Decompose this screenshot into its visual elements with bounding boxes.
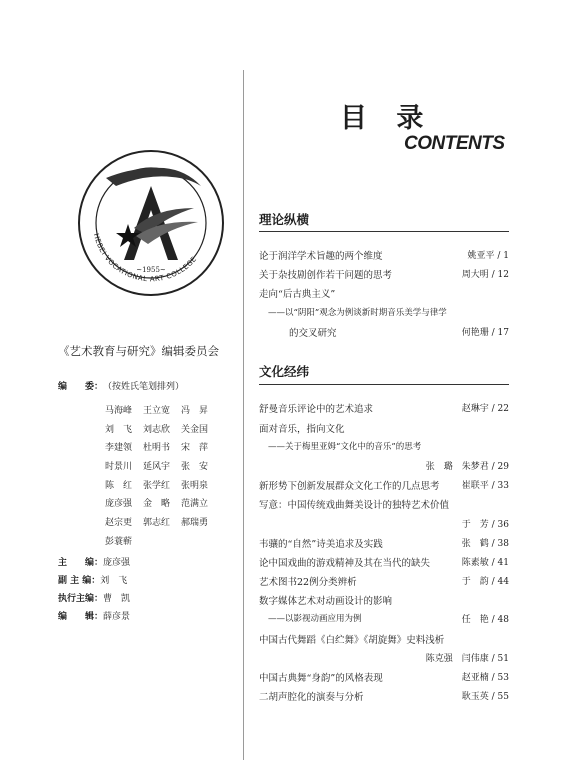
- toc-entry[interactable]: [259, 478, 509, 492]
- section-heading: 理论纵横: [259, 212, 310, 227]
- role-deputy-editor: [58, 573, 127, 586]
- entry-title: 中国古典舞“身韵”的风格表现: [259, 673, 383, 684]
- member-name: 张 安: [181, 461, 209, 472]
- entry-title: 走向“后古典主义”: [259, 289, 336, 300]
- role-value: 曹 凯: [103, 594, 131, 604]
- members-row: [105, 456, 245, 475]
- role-value: 薛彦景: [103, 612, 131, 622]
- toc-entry[interactable]: [259, 593, 509, 607]
- role-value: 刘 飞: [100, 576, 128, 586]
- toc-entry[interactable]: [259, 689, 509, 703]
- entry-author: 周大明 / 12: [461, 270, 509, 280]
- entry-author: 赵亚楠 / 53: [461, 673, 509, 683]
- members-row: [105, 475, 245, 494]
- toc-entry[interactable]: [259, 401, 509, 415]
- entry-title: 数字媒体艺术对动画设计的影响: [259, 596, 393, 607]
- entry-author: 崔联平 / 33: [461, 481, 509, 491]
- member-name: 杜明书: [143, 443, 171, 454]
- entry-title: 关于杂技剧创作若干问题的思考: [259, 270, 393, 281]
- section-heading: 文化经纬: [259, 364, 310, 379]
- entry-title: 艺术图书22例分类辨析: [259, 577, 357, 588]
- entry-title: 新形势下创新发展群众文化工作的几点思考: [259, 481, 440, 492]
- members-row: [105, 400, 245, 419]
- college-logo-icon: [76, 148, 226, 298]
- role-editor-in-chief: [58, 555, 130, 568]
- members-list: [105, 400, 245, 550]
- member-name: 宋 萍: [181, 443, 209, 454]
- member-name: 陈 红: [105, 480, 133, 491]
- logo-arc-text: HEBEI VOCATIONAL ART COLLEGE: [91, 232, 199, 284]
- member-name: 关金国: [181, 424, 209, 435]
- entry-author: 张 璐 朱梦君 / 29: [425, 462, 509, 472]
- entry-title: 舒曼音乐评论中的艺术追求: [259, 404, 374, 415]
- role-label: 副 主 编：: [58, 576, 101, 586]
- entry-title: 论中国戏曲的游戏精神及其在当代的缺失: [259, 558, 431, 569]
- member-name: 郝瑞勇: [181, 517, 209, 528]
- members-row: [105, 493, 245, 512]
- toc-entry[interactable]: [259, 325, 509, 339]
- members-label: 编 委：: [58, 382, 104, 392]
- entry-title: 中国古代舞蹈《白纻舞》《胡旋舞》史料浅析: [259, 635, 445, 646]
- toc-entry[interactable]: [259, 286, 509, 300]
- role-value: 庞彦强: [103, 558, 131, 568]
- entry-author: 于 韵 / 44: [461, 577, 509, 587]
- entry-author: 陈素敏 / 41: [461, 558, 509, 568]
- member-name: 张明泉: [181, 480, 209, 491]
- member-name: 范满立: [181, 499, 209, 510]
- member-name: 庞彦强: [105, 499, 133, 510]
- section-rule: [259, 384, 509, 385]
- member-name: 马海峰: [105, 405, 133, 416]
- entry-title: 韦骧的“自然”诗美追求及实践: [259, 539, 383, 550]
- toc-entry[interactable]: [259, 248, 509, 262]
- entry-title: 二胡声腔化的演奏与分析: [259, 692, 364, 703]
- member-name: 郭志红: [143, 517, 171, 528]
- member-name: 延风宇: [143, 461, 171, 472]
- toc-entry[interactable]: [259, 267, 509, 281]
- entry-author: 任 艳 / 48: [461, 615, 509, 625]
- toc-subtitle: CONTENTS: [404, 133, 505, 154]
- member-name: 刘志欣: [143, 424, 171, 435]
- role-executive-editor: [58, 591, 130, 604]
- logo-year: 1955: [142, 266, 160, 274]
- entry-author: 于 芳 / 36: [461, 520, 509, 530]
- role-label: 执行主编：: [58, 594, 104, 604]
- entry-author: 何艳珊 / 17: [461, 328, 509, 338]
- entry-subtitle: ——关于梅里亚姆“文化中的音乐”的思考: [268, 442, 422, 452]
- toc-entry[interactable]: [259, 555, 509, 569]
- members-row: [105, 531, 245, 550]
- entry-title: 面对音乐，指向文化: [259, 424, 345, 435]
- members-note: （按姓氏笔划排列）: [103, 382, 185, 392]
- members-row: [105, 512, 245, 531]
- entry-author: 姚亚平 / 1: [467, 251, 509, 261]
- member-name: 时景川: [105, 461, 133, 472]
- member-name: 金 略: [143, 499, 171, 510]
- member-name: 彭蓑蕲: [105, 536, 133, 547]
- member-name: 王立宽: [143, 405, 171, 416]
- members-row: [105, 437, 245, 456]
- toc-entry[interactable]: [259, 632, 509, 646]
- entry-author: 赵琳宇 / 22: [461, 404, 509, 414]
- toc-entry[interactable]: [259, 670, 509, 684]
- entry-subtitle: ——以影视动画应用为例: [268, 614, 362, 624]
- toc-entry[interactable]: [259, 536, 509, 550]
- member-name: 赵宗更: [105, 517, 133, 528]
- entry-title: 的交叉研究: [289, 328, 337, 339]
- section-rule: [259, 231, 509, 232]
- member-name: 刘 飞: [105, 424, 133, 435]
- member-name: 张学红: [143, 480, 171, 491]
- role-editor: [58, 609, 130, 622]
- members-row: [105, 419, 245, 438]
- svg-text:~1955~: ~1955~: [136, 266, 166, 274]
- toc-title: 目 录: [340, 103, 434, 134]
- member-name: 冯 昇: [181, 405, 209, 416]
- toc-entry[interactable]: [259, 497, 509, 511]
- entry-author: 张 鹤 / 38: [461, 539, 509, 549]
- members-label-row: [58, 379, 184, 392]
- toc-entry[interactable]: [259, 421, 509, 435]
- role-label: 编 辑：: [58, 612, 104, 622]
- entry-author: 耿玉英 / 55: [461, 692, 509, 702]
- entry-subtitle: ——以“阴阳”观念为例谈新时期音乐美学与律学: [268, 308, 447, 318]
- role-label: 主 编：: [58, 558, 104, 568]
- entry-author: 陈克强 闫伟康 / 51: [425, 654, 509, 664]
- member-name: 李建领: [105, 443, 133, 454]
- toc-entry[interactable]: [259, 574, 509, 588]
- entry-title: 论于润洋学术旨趣的两个维度: [259, 251, 383, 262]
- entry-title: 写意：中国传统戏曲舞美设计的独特艺术价值: [259, 500, 450, 511]
- committee-title: 《艺术教育与研究》编辑委员会: [58, 344, 219, 358]
